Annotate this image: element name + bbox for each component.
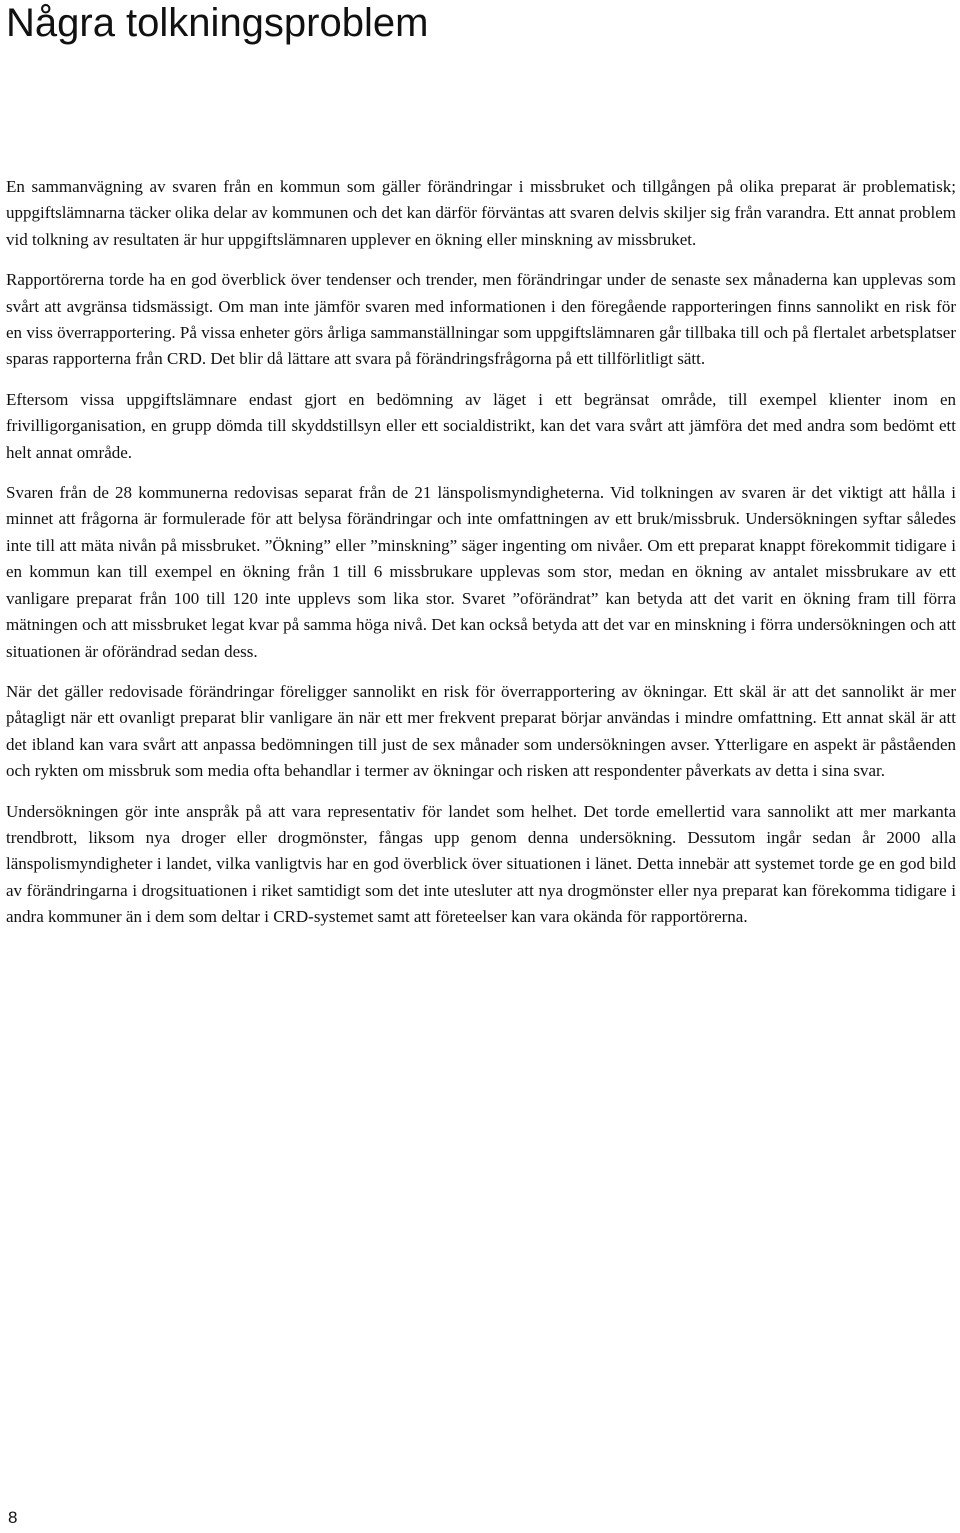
page-title: Några tolkningsproblem: [6, 1, 429, 45]
paragraph-representativeness: Undersökningen gör inte anspråk på att vara representativ för landet som helhet. Det torde emellertid vara sannolikt att mer markanta trendbrott, liksom nya droger eller drogmönster, fångas upp genom denna undersökning. Dessutom ingår sedan år 2000 alla länspolismyndigheter i landet, vilka vanligtvis har en god överblick över situationen i länet. Detta innebär att systemet torde ge en god bild av förändringarna i drogsituationen i riket samtidigt som det inte utesluter att nya drogmönster eller nya preparat kan förekomma tidigare i andra kommuner än i dem som deltar i CRD-systemet samt att företeelser kan vara okända för rapportörerna.: [6, 801, 956, 927]
paragraph-overreporting: När det gäller redovisade förändringar föreligger sannolikt en risk för överrapportering av ökningar. Ett skäl är att det sannolikt är mer påtagligt när ett ovanligt preparat blir vanligare än när ett mer frekvent preparat börjar användas i mindre omfattning. Ett annat skäl är att det ibland kan vara svårt att anpassa bedömningen till just de sex månader som undersökningen avser. Ytterligare en aspekt är påståenden och rykten om missbruk som media ofta behandlar i termer av ökningar och risken att respondenter påverkats av detta i sina svar.: [6, 681, 956, 781]
document-body: [6, 174, 956, 945]
paragraph-reporter-overview: Rapportörerna torde ha en god överblick över tendenser och trender, men förändringar under de senaste sex månaderna kan upplevas som svårt att avgränsa tidsmässigt. Om man inte jämför svaren med informationen i den föregående rapporteringen finns sannolikt en risk för en viss överrapportering. På vissa enheter görs årliga sammanställningar som uppgiftslämnaren går tillbaka till och på flertalet arbetsplatser sparas rapporterna från CRD. Det blir då lättare att svara på förändringsfrågorna på ett tillförlitligt sätt.: [6, 270, 956, 369]
paragraph-municipality-responses: Svaren från de 28 kommunerna redovisas separat från de 21 länspolismyndigheterna. Vid tolkningen av svaren är det viktigt att hålla i minnet att frågorna är formulerade för att belysa förändringar och inte omfattningen av ett bruk/missbruk. Undersökningen syftar således inte till att mäta nivån på missbruket. ”Ökning” eller ”minskning” säger ingenting om nivåer. Om ett preparat knappt förekommit tidigare i en kommun kan till exempel en ökning från 1 till 6 missbrukare upplevas som stor, medan en ökning av antalet missbrukare av ett vanligare preparat från 100 till 120 inte upplevs som lika stor. Svaret ”oförändrat” kan betyda att det varit en ökning fram till förra mätningen och att missbruket legat kvar på samma höga nivå. Det kan också betyda att det var en minskning i förra undersökningen och att situationen är oförändrad sedan dess.: [6, 483, 956, 661]
page-number: 8: [8, 1508, 18, 1527]
paragraph-interpretation-intro: En sammanvägning av svaren från en kommun som gäller förändringar i missbruket och tillgången på olika preparat är problematisk; uppgiftslämnarna täcker olika delar av kommunen och det kan därför förväntas att svaren delvis skiljer sig från varandra. Ett annat problem vid tolkning av resultaten är hur uppgiftslämnaren upplever en ökning eller minskning av missbruket.: [6, 177, 956, 249]
paragraph-limited-area: Eftersom vissa uppgiftslämnare endast gjort en bedömning av läget i ett begränsat område, till exempel klienter inom en frivilligorganisation, en grupp dömda till skyddstillsyn eller ett socialdistrikt, kan det vara svårt att jämföra det med andra som bedömt ett helt annat område.: [6, 389, 956, 462]
